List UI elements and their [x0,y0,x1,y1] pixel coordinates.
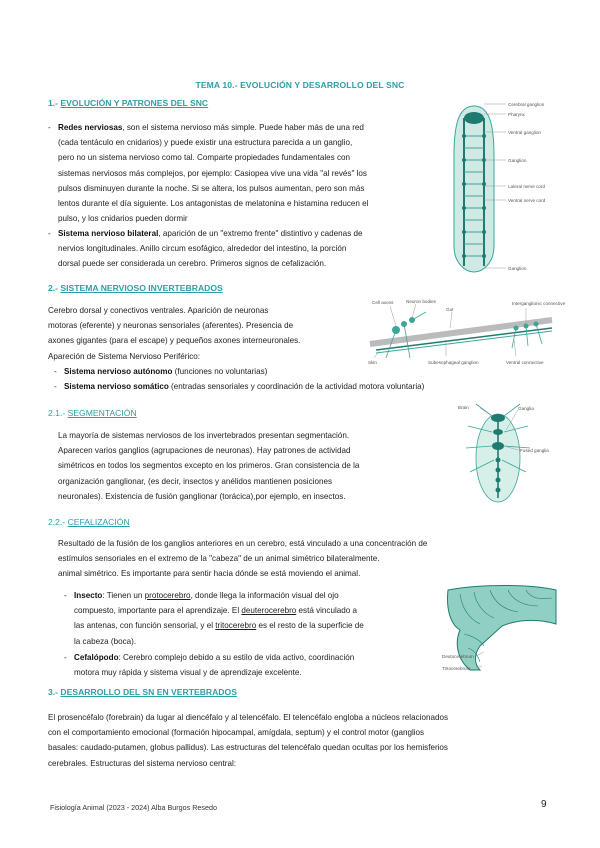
text-line: : Cerebro complejo debido a su estilo de vida activo, coordinación [118,653,355,662]
section-2-1-heading [48,408,137,418]
figure-label: Deutocerebrum [442,654,474,659]
figure-label: Ventral ganglion [508,130,541,135]
protocerebro-term: protocerebro [144,591,191,600]
text-line: axones gigantes (para el escape) y pequeños axones interneuronales. [48,336,301,346]
text-line: simétricos en todos los segmentos excepto en los primeros. Gran consistencia de la [58,461,360,471]
section-1-number: 1.- [48,98,61,108]
text-line: lentos durante el día siguiente. Los antagonistas de melatonina e histamina reducen el [58,199,369,209]
section-2-bullets [54,364,554,394]
text-line: pulsos disminuyen durante la noche. Si se altera, los pulsos aumentan, pero son más [58,183,365,193]
text-line: pulso, y los cnidarios pueden dormir [58,214,188,224]
section-2-1-title: SEGMENTACIÓN [67,408,137,418]
bullet-term: Cefalópodo [74,653,119,662]
text-line: animal simétrico. Es importante para sentir hacia dónde se está moviendo el animal. [58,569,361,579]
figure-label: Ventral nerve cord [508,198,546,203]
tritocerebro-term: tritocerebro [215,621,257,631]
text-line: estímulos sensoriales en el extremo de la "cabeza" de un animal simétrico bilateralmente. [58,554,380,564]
section-3-title: DESARROLLO DEL SN EN VERTEBRADOS [60,687,237,697]
bullet-dash: - [54,382,57,392]
cephalopod-bullet [64,650,434,680]
text-line: organización ganglionar, (es decir, insectos y anélidos mantienen posiciones [58,476,333,486]
text-line: (entradas sensoriales y coordinación de la actividad motora voluntaria) [168,382,425,392]
text-line: Aparecen varios ganglios (agrupaciones de neuronas). Hay patrones de actividad [58,446,351,456]
text-line: pero no un sistema nervioso como tal. Comparte propiedades fundamentales con [58,153,350,163]
text-line: cerebrales. Estructuras del sistema nervioso central: [48,758,237,768]
section-3-heading [48,687,237,697]
text-line: El prosencéfalo (forebrain) da lugar al diencéfalo y al telencéfalo. El telencéfalo engloba a núcleos relacionados [48,713,448,722]
figure-label: Ventral connective [506,360,544,365]
text-line: la cabeza (boca). [74,636,137,646]
figure-label: Cerebral ganglion [508,102,545,107]
bullet-term: Sistema nervioso somático [64,382,169,392]
text-line: : Tienen un [102,591,145,600]
text-line: sistemas nerviosos más complejos, por ejemplo: Casiopea vive una vida "al revés" los [58,168,367,178]
insect-bullet [64,588,434,649]
text-line: , aparición de un "extremo frente" distintivo y cadenas de [158,229,363,238]
body-outline [454,106,494,272]
bullet-term: Sistema nervioso autónomo [64,367,173,376]
figure-label: Neuron bodies [406,299,436,304]
bullet-term: Sistema nervioso bilateral [58,229,159,238]
text-line: es el resto de la superficie de [256,621,364,631]
text-line: las antenas, con función sensorial, y el [74,621,216,631]
text-line: motoras (eferente) y neuronas sensoriales (aferentes). Presencia de [48,321,294,331]
figure-label: Cell axons [372,300,394,305]
text-line: nervios longitudinales. Anillo circum esofágico, alrededor del intestino, la porción [58,244,347,254]
figure-label: Interganglionic connective [512,301,566,306]
section-2-2-paragraph [58,536,558,582]
section-3-number: 3.- [48,687,61,697]
bullet-term: Redes nerviosas [58,123,123,132]
section-2-paragraph [48,303,368,364]
figure-label: Lateral nerve cord [508,184,546,189]
figure-label: Ganglia [518,406,534,411]
bullet-dash: - [48,123,51,132]
figure-label: Ganglion [508,158,527,163]
figure-label: Subesophageal ganglion [428,360,479,365]
section-2-2-title: CEFALIZACIÓN [67,517,130,527]
bullet-dash: - [48,229,51,238]
figure-label: Ganglion [508,266,527,271]
text-line: (cada tentáculo en cnidarios) y puede existir una estructura parecida a un ganglio, [58,138,353,148]
figure-label: Brain [458,405,469,410]
text-line: con el comportamiento emocional (formación hipocampal, amígdala, septum) y el control motor (ganglios [48,728,425,738]
text-line: neuronales). Existencia de fusión ganglionar (torácica),por ejemplo, en insectos. [58,491,346,501]
text-line: La mayoría de sistemas nerviosos de los invertebrados presentan segmentación. [58,431,350,440]
section-2-2-number: 2.2.- [48,517,68,527]
page-title: TEMA 10.- EVOLUCIÓN Y DESARROLLO DEL SNC [195,80,405,90]
section-2-heading [48,283,223,293]
section-2-2-heading [48,517,130,527]
text-line: , son el sistema nervioso más simple. Puede haber más de una red [122,123,364,132]
section-2-1-number: 2.1.- [48,408,68,418]
section-1-heading [48,98,208,108]
flatworm-nervous-system-figure [440,96,558,276]
text-line: está vinculado a [296,606,358,616]
insect-ganglia-figure [456,402,556,508]
figure-label: Fused ganglia [520,448,549,453]
figure-label: Pharynx [508,112,525,117]
figure-label: Tritocerebrum [442,666,471,671]
text-line: motora muy rápida y sistema visual y de aprendizaje excelente. [74,668,302,678]
figure-label: Skin [368,360,377,365]
text-line: basales: caudado-putamen, globus pallidus). Las estructuras del telencéfalo quedan ocultas por los hemisferios [48,743,448,753]
section-2-1-paragraph [58,428,458,504]
text-line: , donde llega la información visual del ojo [190,591,339,600]
invertebrate-neuron-figure [366,298,566,368]
text-line: compuesto, importante para el aprendizaje. El [74,606,242,616]
deuterocerebro-term: deuterocerebro [241,606,297,616]
section-1-bullet-1 [48,120,438,226]
section-3-paragraph [48,710,568,771]
text-line: Cerebro dorsal y conectivos ventrales. Aparición de neuronas [48,306,269,315]
text-line: (funciones no voluntarias) [172,367,268,376]
figure-label: Gut [446,307,454,312]
section-1-title: EVOLUCIÓN Y PATRONES DEL SNC [60,98,209,108]
footer-text: Fisiología Animal (2023 - 2024) Alba Burgos Resedo [50,803,218,812]
text-line: Apareción de Sistema Nervioso Periférico: [48,351,201,361]
bullet-dash: - [54,367,57,376]
section-1-bullet-2 [48,226,438,272]
bullet-dash: - [64,653,67,662]
section-2-number: 2.- [48,283,61,293]
insect-brain-figure [440,584,560,680]
page-number: 9 [541,799,547,810]
text-line: dorsal puede ser considerada un cerebro. Primeros signos de cefalización. [58,259,327,269]
bullet-term: Insecto [74,591,103,600]
section-2-title: SISTEMA NERVIOSO INVERTEBRADOS [60,283,223,293]
text-line: Resultado de la fusión de los ganglios anteriores en un cerebro, está vinculado a una concentración de [58,539,428,548]
bullet-dash: - [64,591,67,600]
